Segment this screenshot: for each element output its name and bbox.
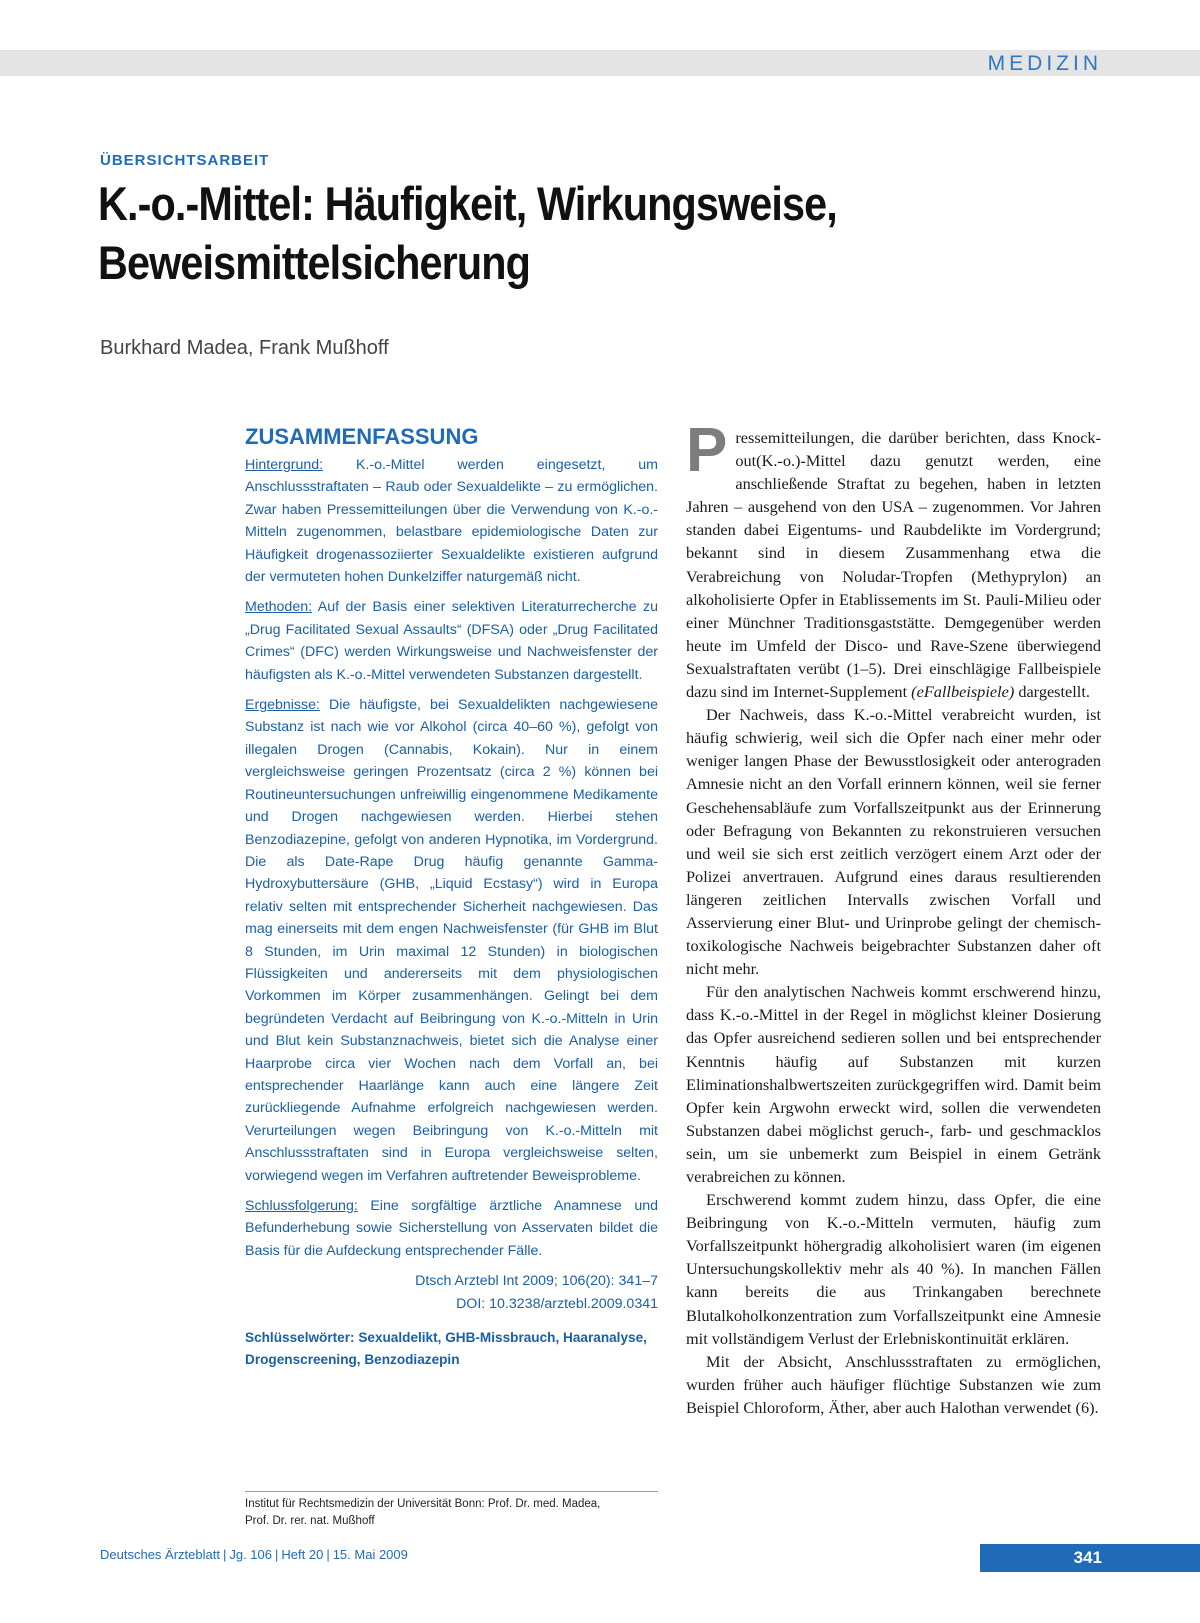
abstract-methods-label: Methoden: [245,599,313,616]
body-paragraph-3: Für den analytischen Nachweis kommt erschwerend hinzu, dass K.-o.-Mittel in der Regel in möglichst kleiner Dosierung das Opfer ausreichend sedieren sollen und bei entsprechender Kenntnis häufig auf Substanzen mit kurzen Eliminationshalbwertszeiten zurückgegriffen wird. Damit beim Opfer kein Argwohn erweckt wird, sollen die verwendeten Substanzen dabei möglichst geruch-, farb- und geschmacklos sein, um sie unbemerkt zum Beispiel in einem Getränk verabreichen zu können. [686,982,1101,1186]
footer-volume: Jg. 106 [229,1547,272,1562]
citation-doi: DOI: 10.3238/arztebl.2009.0341 [456,1295,658,1312]
affiliation-line-1: Institut für Rechtsmedizin der Universität Bonn: Prof. Dr. med. Madea, [245,1498,601,1510]
body-paragraph-1 [686,416,1101,703]
abstract-results-label: Ergebnisse: [245,697,320,714]
abstract-box [245,424,658,1372]
abstract-methods-text: Auf der Basis einer selektiven Literaturrecherche zu „Drug Facilitated Sexual Assaults“ (DFSA) oder „Drug Facilitated Crimes“ (DFC) werden Wirkungsweise und Nachweisfenster der häufigsten als K.-o.-Mittel verwendeten Substanzen dargestellt. [245,599,658,683]
citation [245,1270,658,1315]
body-paragraph-4: Erschwerend kommt zudem hinzu, dass Opfer, die eine Beibringung von K.-o.-Mitteln vermuten, häufig zum Vorfallszeitpunkt höhergradig alkoholisiert waren (im eigenen Untersuchungskollektiv mehr als 40 %). In manchen Fällen kann bereits die aus Trinkangaben berechnete Blutalkoholkonzentration zum Vorfallszeitpunkt eine Amnesie mit vollständigem Verlust der Erlebniskontinuität erklären. [686,1190,1101,1348]
abstract-conclusion-label: Schlussfolgerung: [245,1198,358,1214]
footer-issue: Heft 20 [281,1547,324,1562]
abstract-results-text: Die häufigste, bei Sexualdelikten nachgewiesene Substanz ist nach wie vor Alkohol (circa 40–60 %), gefolgt von illegalen Drogen (Cannabis, Kokain). Nur in einem vergleichsweise geringen Prozentsatz (circa 2 %) können bei Routineuntersuchungen unfreiwillig eingenommene Medikamente und Drogen nachgewiesen werden. Hierbei stehen Benzodiazepine, gefolgt von anderen Hypnotika, im Vordergrund. Die als Date-Rape Drug häufig genannte Gamma-Hydroxybuttersäure (GHB, „Liquid Ecstasy“) wird in Europa relativ selten mit entsprechender Sicherheit nachgewiesen. Das mag einerseits mit dem engen Nachweisfenster (für GHB im Blut 8 Stunden, im Urin maximal 12 Stunden) in biologischen Flüssigkeiten und andererseits mit dem physiologischen Vorkommen im Körper zusammenhängen. Gelingt bei dem begründeten Verdacht auf Beibringung von K.-o.-Mitteln in Urin und Blut kein Substanznachweis, bietet sich die Analyse einer Haarprobe circa vier Wochen nach dem Vorfall an, bei entsprechender Haarlänge kann auch eine längere Zeit zurückliegende Aufnahme erfolgreich nachgewiesen werden. Verurteilungen wegen Beibringung von K.-o.-Mitteln mit Anschlussstraftaten sind in Europa vergleichsweise selten, vorwiegend wegen im Verfahren auftretender Beweisprobleme. [245,697,658,1184]
article-type-label: ÜBERSICHTSARBEIT [100,152,270,169]
keywords: Schlüsselwörter: Sexualdelikt, GHB-Missbrauch, Haaranalyse, Drogenscreening, Benzodiazepin [245,1330,647,1368]
abstract-background [245,454,658,588]
footer-date: 15. Mai 2009 [332,1547,408,1562]
article-title-line-1: K.-o.-Mittel: Häufigkeit, Wirkungsweise, [98,177,837,230]
abstract-conclusion-text: Eine sorgfältige ärztliche Anamnese und Befunderhebung sowie Sicherstellung von Asservaten bildet die Basis für die Aufdeckung entsprechender Fälle. [245,1198,658,1259]
body-paragraph-1-end: dargestellt. [1014,682,1090,702]
section-label: MEDIZIN [987,52,1102,75]
body-text-column [686,416,1101,1419]
affiliation-line-2: Prof. Dr. rer. nat. Mußhoff [245,1515,375,1527]
author-list: Burkhard Madea, Frank Mußhoff [100,337,389,359]
abstract-background-label: Hintergrund: [245,457,324,473]
abstract-background-text: K.-o.-Mittel werden eingesetzt, um Anschlussstraftaten – Raub oder Sexualdelikte – zu ermöglichen. Zwar haben Pressemitteilungen über die Verwendung von K.-o.-Mitteln zugenommen, belastbare epidemiologische Daten zur Häufigkeit drogenassoziierter Sexualdelikte existieren aufgrund der vermuteten hohen Dunkelziffer naturgemäß nicht. [245,457,658,586]
article-title-line-2: Beweismittelsicherung [98,236,531,289]
abstract-results [245,694,658,1187]
page-number: 341 [1073,1548,1102,1567]
body-paragraph-2: Der Nachweis, dass K.-o.-Mittel verabreicht wurden, ist häufig schwierig, weil sich die Opfer nach einer mehr oder weniger langen Phase der Bewusstlosigkeit oder anterograden Amnesie nicht an den Vorfall erinnern können, weil sie ferner Geschehensabläufe zum Vorfallszeitpunkt aus der Erinnerung oder Befragung von Bekannten zu rekonstruieren versuchen und weil sie sich erst zeitlich verzögert einem Arzt oder der Polizei anvertrauen. Aufgrund eines daraus resultierenden längeren zeitlichen Intervalls zwischen Vorfall und Asservierung einer Blut- und Urinprobe gelingt der chemisch-toxikologische Nachweis beigebrachter Substanzen daher oft nicht mehr. [686,705,1101,979]
footer-info [100,1547,408,1562]
footer-journal: Deutsches Ärzteblatt [100,1547,220,1562]
footer-separator: | [275,1547,279,1562]
drop-cap: P [686,416,728,485]
body-paragraph-1-text: ressemitteilungen, die darüber berichten, dass Knock-out(K.-o.)-Mittel dazu genutzt werden, eine anschließende Straftat zu begehen, haben in letzten Jahren – ausgehend von den USA – zugenommen. Vor Jahren standen dabei Eigentums- und Raubdelikte im Vordergrund; bekannt sind in diesem Zusammenhang etwa die Verabreichung von Noludar-Tropfen (Methyprylon) an alkoholisierte Opfer in Etablissements im St. Pauli-Milieu oder einer Münchner Traditionsgaststätte. Demgegenüber werden heute im Umfeld der Disco- und Rave-Szene überwiegend Sexualstraftaten verübt (1–5). Drei einschlägige Fallbeispiele dazu sind im Internet-Supplement [686,428,1101,702]
citation-reference: Dtsch Arztebl Int 2009; 106(20): 341–7 [415,1273,658,1290]
article-title [98,174,978,292]
author-affiliation [245,1491,658,1530]
abstract-heading: ZUSAMMENFASSUNG [245,424,479,449]
footer-separator: | [222,1547,227,1562]
body-paragraph-5: Mit der Absicht, Anschlussstraftaten zu ermöglichen, wurden früher auch häufiger flüchtige Substanzen wie zum Beispiel Chloroform, Äther, aber auch Halothan verwendet (6). [686,1351,1101,1417]
abstract-conclusion [245,1195,658,1262]
footer-separator: | [326,1547,330,1562]
abstract-methods [245,596,658,686]
supplement-reference: (eFallbeispiele) [911,682,1015,702]
